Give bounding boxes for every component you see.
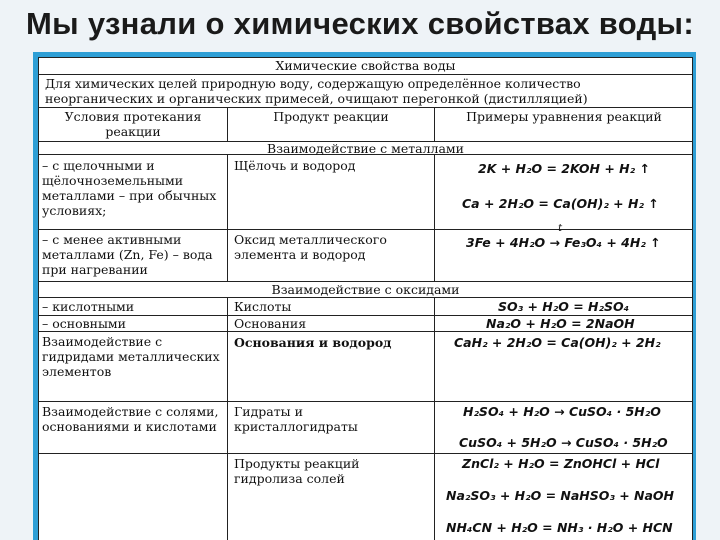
salts-eq5: NH₄CN + H₂O = NH₃ · H₂O + HCN <box>446 520 673 535</box>
salts-eq1: H₂SO₄ + H₂O → CuSO₄ · 5H₂O <box>463 404 661 419</box>
salts-eq2: CuSO₄ + 5H₂O → CuSO₄ · 5H₂O <box>459 435 668 450</box>
oxides-row1-eq: SO₃ + H₂O = H₂SO₄ <box>498 299 630 314</box>
oxides-row1-product: Кислоты <box>234 299 292 314</box>
metals-row1-product: Щёлочь и водород <box>234 158 356 173</box>
salts-product1: Гидраты и кристаллогидраты <box>234 404 358 434</box>
salts-product2: Продукты реакций гидролиза солей <box>234 456 360 486</box>
header-product: Продукт реакции <box>273 109 389 124</box>
metals-row1-condition: – с щелочными и щёлочноземельными металлами – при обычных условиях; <box>42 158 217 218</box>
table-title: Химические свойства воды <box>275 58 456 73</box>
salts-eq4: Na₂SO₃ + H₂O = NaHSO₃ + NaOH <box>446 488 675 503</box>
section-metals: Взаимодействие с металлами <box>267 141 464 156</box>
metals-row2-eq: 3Fe + 4H₂O → Fe₃O₄ + 4H₂ ↑ <box>466 235 661 250</box>
table-intro: Для химических целей природную воду, содержащую определённое количество неорганических и органических примесей, очищают перегонкой (дистилляцией) <box>45 76 588 106</box>
salts-condition: Взаимодействие с солями, основаниями и кислотами <box>42 404 219 434</box>
salts-eq3: ZnCl₂ + H₂O = ZnOHCl + HCl <box>462 456 660 471</box>
section-oxides: Взаимодействие с оксидами <box>271 282 460 297</box>
slide-title: Мы узнали о химических свойствах воды: <box>26 6 694 41</box>
hydrides-condition: Взаимодействие с гидридами металлических элементов <box>42 334 220 379</box>
header-examples: Примеры уравнения реакций <box>466 109 662 124</box>
metals-row2-eq-t: t <box>558 223 562 234</box>
metals-row2-condition: – с менее активными металлами (Zn, Fe) – вода при нагревании <box>42 232 213 277</box>
hydrides-product: Основания и водород <box>234 335 392 350</box>
properties-table <box>38 57 693 540</box>
oxides-row2-product: Основания <box>234 316 307 331</box>
metals-row1-eq1: 2K + H₂O = 2KOH + H₂ ↑ <box>478 161 650 176</box>
oxides-row2-condition: – основными <box>42 316 126 331</box>
oxides-row1-condition: – кислотными <box>42 299 135 314</box>
metals-row2-product: Оксид металлического элемента и водород <box>234 232 387 262</box>
header-conditions: Условия протекания реакции <box>64 109 202 139</box>
oxides-row2-eq: Na₂O + H₂O = 2NaOH <box>486 316 635 331</box>
hydrides-eq: CaH₂ + 2H₂O = Ca(OH)₂ + 2H₂ <box>454 335 661 350</box>
metals-row1-eq2: Ca + 2H₂O = Ca(OH)₂ + H₂ ↑ <box>462 196 659 211</box>
